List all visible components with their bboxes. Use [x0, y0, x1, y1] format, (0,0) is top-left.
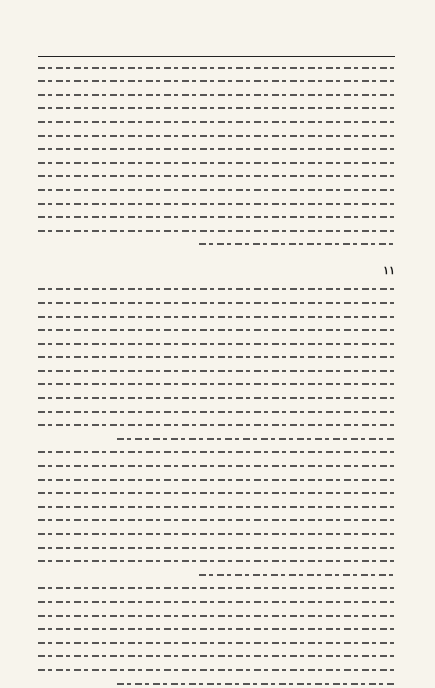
running-head: [38, 36, 395, 57]
paragraph-2: [38, 285, 395, 443]
paragraph-4: [38, 584, 395, 687]
paragraph-1: [38, 64, 395, 249]
section-number: ١١: [383, 264, 395, 278]
section-heading: [38, 264, 395, 277]
paragraph-3: [38, 448, 395, 578]
body-text: [38, 64, 395, 249]
body-text-2: [38, 285, 395, 687]
